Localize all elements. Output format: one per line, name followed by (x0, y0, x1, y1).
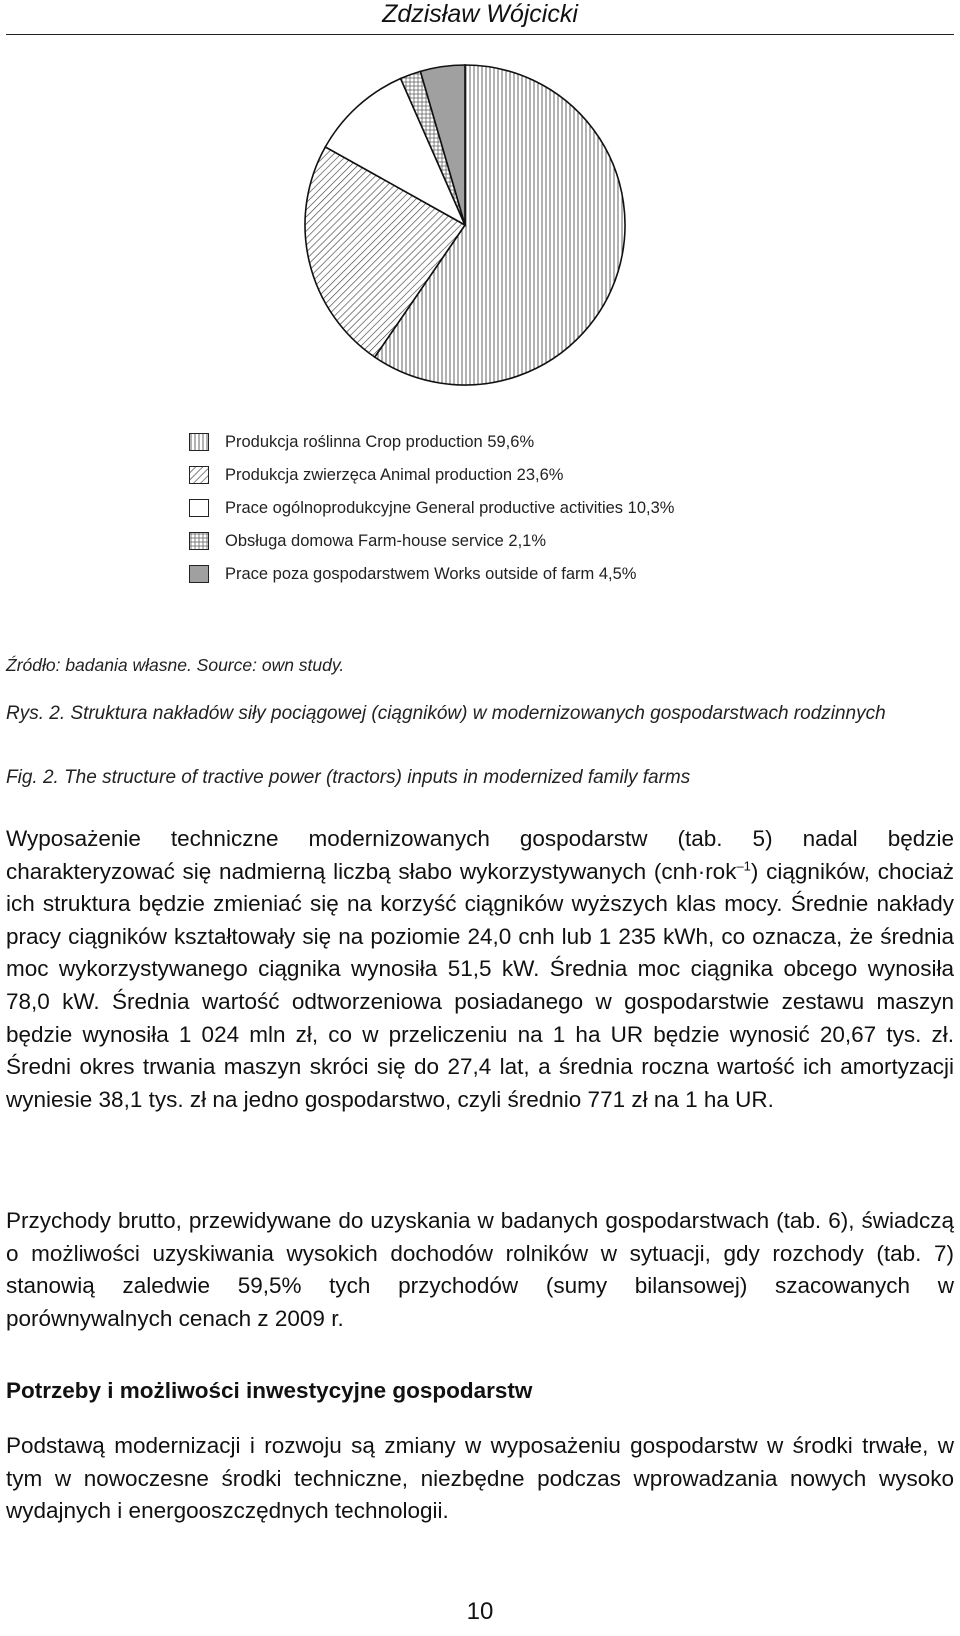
legend-value-farmhouse: 2,1% (508, 531, 546, 550)
legend-label-farmhouse: Obsługa domowa Farm-house service (225, 531, 504, 550)
legend-value-general: 10,3% (627, 498, 675, 517)
legend-swatch-animal (189, 466, 209, 484)
legend-swatch-general (189, 499, 209, 517)
legend-label-general: Prace ogólnoprodukcyjne General productive activities (225, 498, 624, 517)
figure-caption-en: Fig. 2. The structure of tractive power (tractors) inputs in modernized family farms (6, 767, 691, 788)
paragraph-1-superscript: –1 (736, 858, 751, 874)
legend-value-outside: 4,5% (598, 564, 637, 583)
legend-swatch-outside (189, 565, 209, 583)
legend-item-crop (189, 430, 889, 454)
running-head: Zdzisław Wójcicki (382, 0, 578, 28)
legend-value-crop: 59,6% (487, 432, 535, 451)
figure-source: Źródło: badania własne. Source: own study. (6, 655, 345, 675)
body-paragraph-1 (6, 823, 954, 1116)
legend-label-animal: Produkcja zwierzęca Animal production (225, 465, 513, 484)
pie-chart (300, 60, 630, 390)
paragraph-1-text-start: Wyposażenie techniczne modernizowanych gospodarstw (tab. 5) nadal będzie charakteryzować się nadmierną liczbą słabo wykorzystywanych (cnh·rok (6, 826, 954, 884)
legend-label-outside: Prace poza gospodarstwem Works outside of farm (225, 564, 595, 583)
legend-item-outside (189, 562, 889, 586)
legend-item-animal (189, 463, 889, 487)
legend-item-general (189, 496, 889, 520)
section-heading: Potrzeby i możliwości inwestycyjne gospodarstw (6, 1378, 533, 1403)
legend-value-animal: 23,6% (516, 465, 564, 484)
body-paragraph-3: Podstawą modernizacji i rozwoju są zmiany w wyposażeniu gospodarstw w środki trwałe, w tym w nowoczesne środki techniczne, niezbędne podczas wprowadzania nowych wysoko wydajnych i energooszczędnych technologii. (6, 1433, 954, 1524)
page-number: 10 (466, 1598, 494, 1625)
legend-swatch-farmhouse (189, 532, 209, 550)
body-paragraph-2: Przychody brutto, przewidywane do uzyskania w badanych gospodarstwach (tab. 6), świadczą o możliwości uzyskiwania wysokich dochodów rolników w sytuacji, gdy rozchody (tab. 7) stanowią zaledwie 59,5% tych przychodów (sumy bilansowej) szacowanych w porównywalnych cenach z 2009 r. (6, 1208, 954, 1331)
legend-item-farmhouse (189, 529, 889, 553)
legend-label-crop: Produkcja roślinna Crop production (225, 432, 483, 451)
figure-caption-pl: Rys. 2. Struktura nakładów siły pociągowej (ciągników) w modernizowanych gospodarstwach rodzinnych (6, 703, 886, 724)
paragraph-1-text-end: ) ciągników, chociaż ich struktura będzie zmieniać się na korzyść ciągników wyższych klas mocy. Średnie nakłady pracy ciągników kształtowały się na poziomie 24,0 cnh lub 1 235 kWh, co oznacza, że średnia moc wykorzystywanego ciągnika wynosiła 51,5 kW. Średnia moc ciągnika obcego wynosiła 78,0 kW. Średnia wartość odtworzeniowa posiadanego w gospodarstwie zestawu maszyn będzie wynosiła 1 024 mln zł, co w przeliczeniu na 1 ha UR będzie wynosić 20,67 tys. zł. Średni okres trwania maszyn skróci się do 27,4 lat, a średnia roczna wartość ich amortyzacji wyniesie 38,1 tys. zł na jedno gospodarstwo, czyli średnio 771 zł na 1 ha UR. (6, 858, 954, 1112)
header-rule (6, 34, 954, 35)
legend-swatch-crop (189, 433, 209, 451)
